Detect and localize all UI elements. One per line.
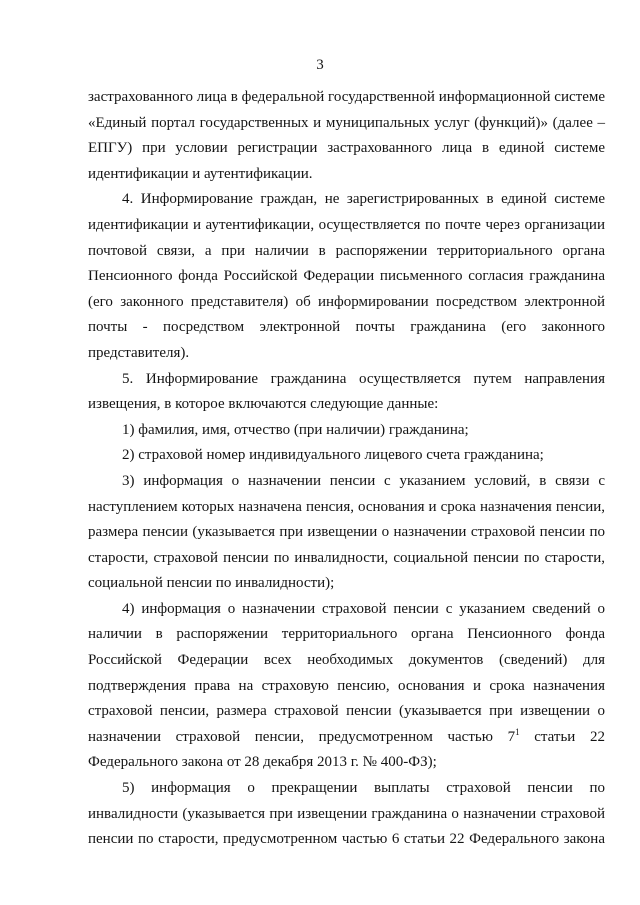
paragraph-item-5: 5. Информирование гражданина осуществляется путем направления извещения, в которое включаются следующие данные:: [88, 370, 605, 413]
list-item-4-text-end: статьи 22 Федерального закона от 28 декабря 2013 г. № 400-ФЗ);: [88, 728, 605, 771]
superscript-marker: 1: [515, 726, 520, 737]
list-item-1: 1) фамилия, имя, отчество (при наличии) гражданина;: [122, 421, 469, 438]
document-body: [88, 85, 605, 853]
list-item-4-text: 4) информация о назначении страховой пенсии с указанием сведений о наличии в распоряжении территориального органа Пенсионного фонда Российской Федерации всех необходимых документов (сведений) для подтверждения права на страховую пенсию, основания и срока назначения страховой пенсии, размера страховой пенсии (указывается при извещении о назначении страховой пенсии, предусмотренном частью 7: [88, 600, 605, 745]
list-item-2: 2) страховой номер индивидуального лицевого счета гражданина;: [122, 447, 544, 464]
paragraph-item-4: 4. Информирование граждан, не зарегистрированных в единой системе идентификации и аутентификации, осуществляется по почте через организации почтовой связи, а при наличии в распоряжении территориального органа Пенсионного фонда Российской Федерации письменного согласия гражданина (его законного представителя) об информировании посредством электронной почты - посредством электронной почты гражданина (его законного представителя).: [88, 191, 605, 361]
list-item-3: 3) информация о назначении пенсии с указанием условий, в связи с наступлением которых назначена пенсия, основания и срока назначения пенсии, размера пенсии (указывается при извещении о назначении страховой пенсии по старости, страховой пенсии по инвалидности, социальной пенсии по старости, социальной пенсии по инвалидности);: [88, 472, 605, 592]
list-item-4: [88, 597, 605, 776]
page-number: 3: [316, 57, 324, 73]
list-item-5: 5) информация о прекращении выплаты страховой пенсии по инвалидности (указывается при извещении гражданина о назначении страховой пенсии по старости, предусмотренном частью 6 статьи 22 Федерального закона: [88, 780, 605, 848]
paragraph-continuation: застрахованного лица в федеральной государственной информационной системе «Единый портал государственных и муниципальных услуг (функций)» (далее – ЕПГУ) при условии регистрации застрахованного лица в единой системе идентификации и аутентификации.: [88, 89, 605, 182]
